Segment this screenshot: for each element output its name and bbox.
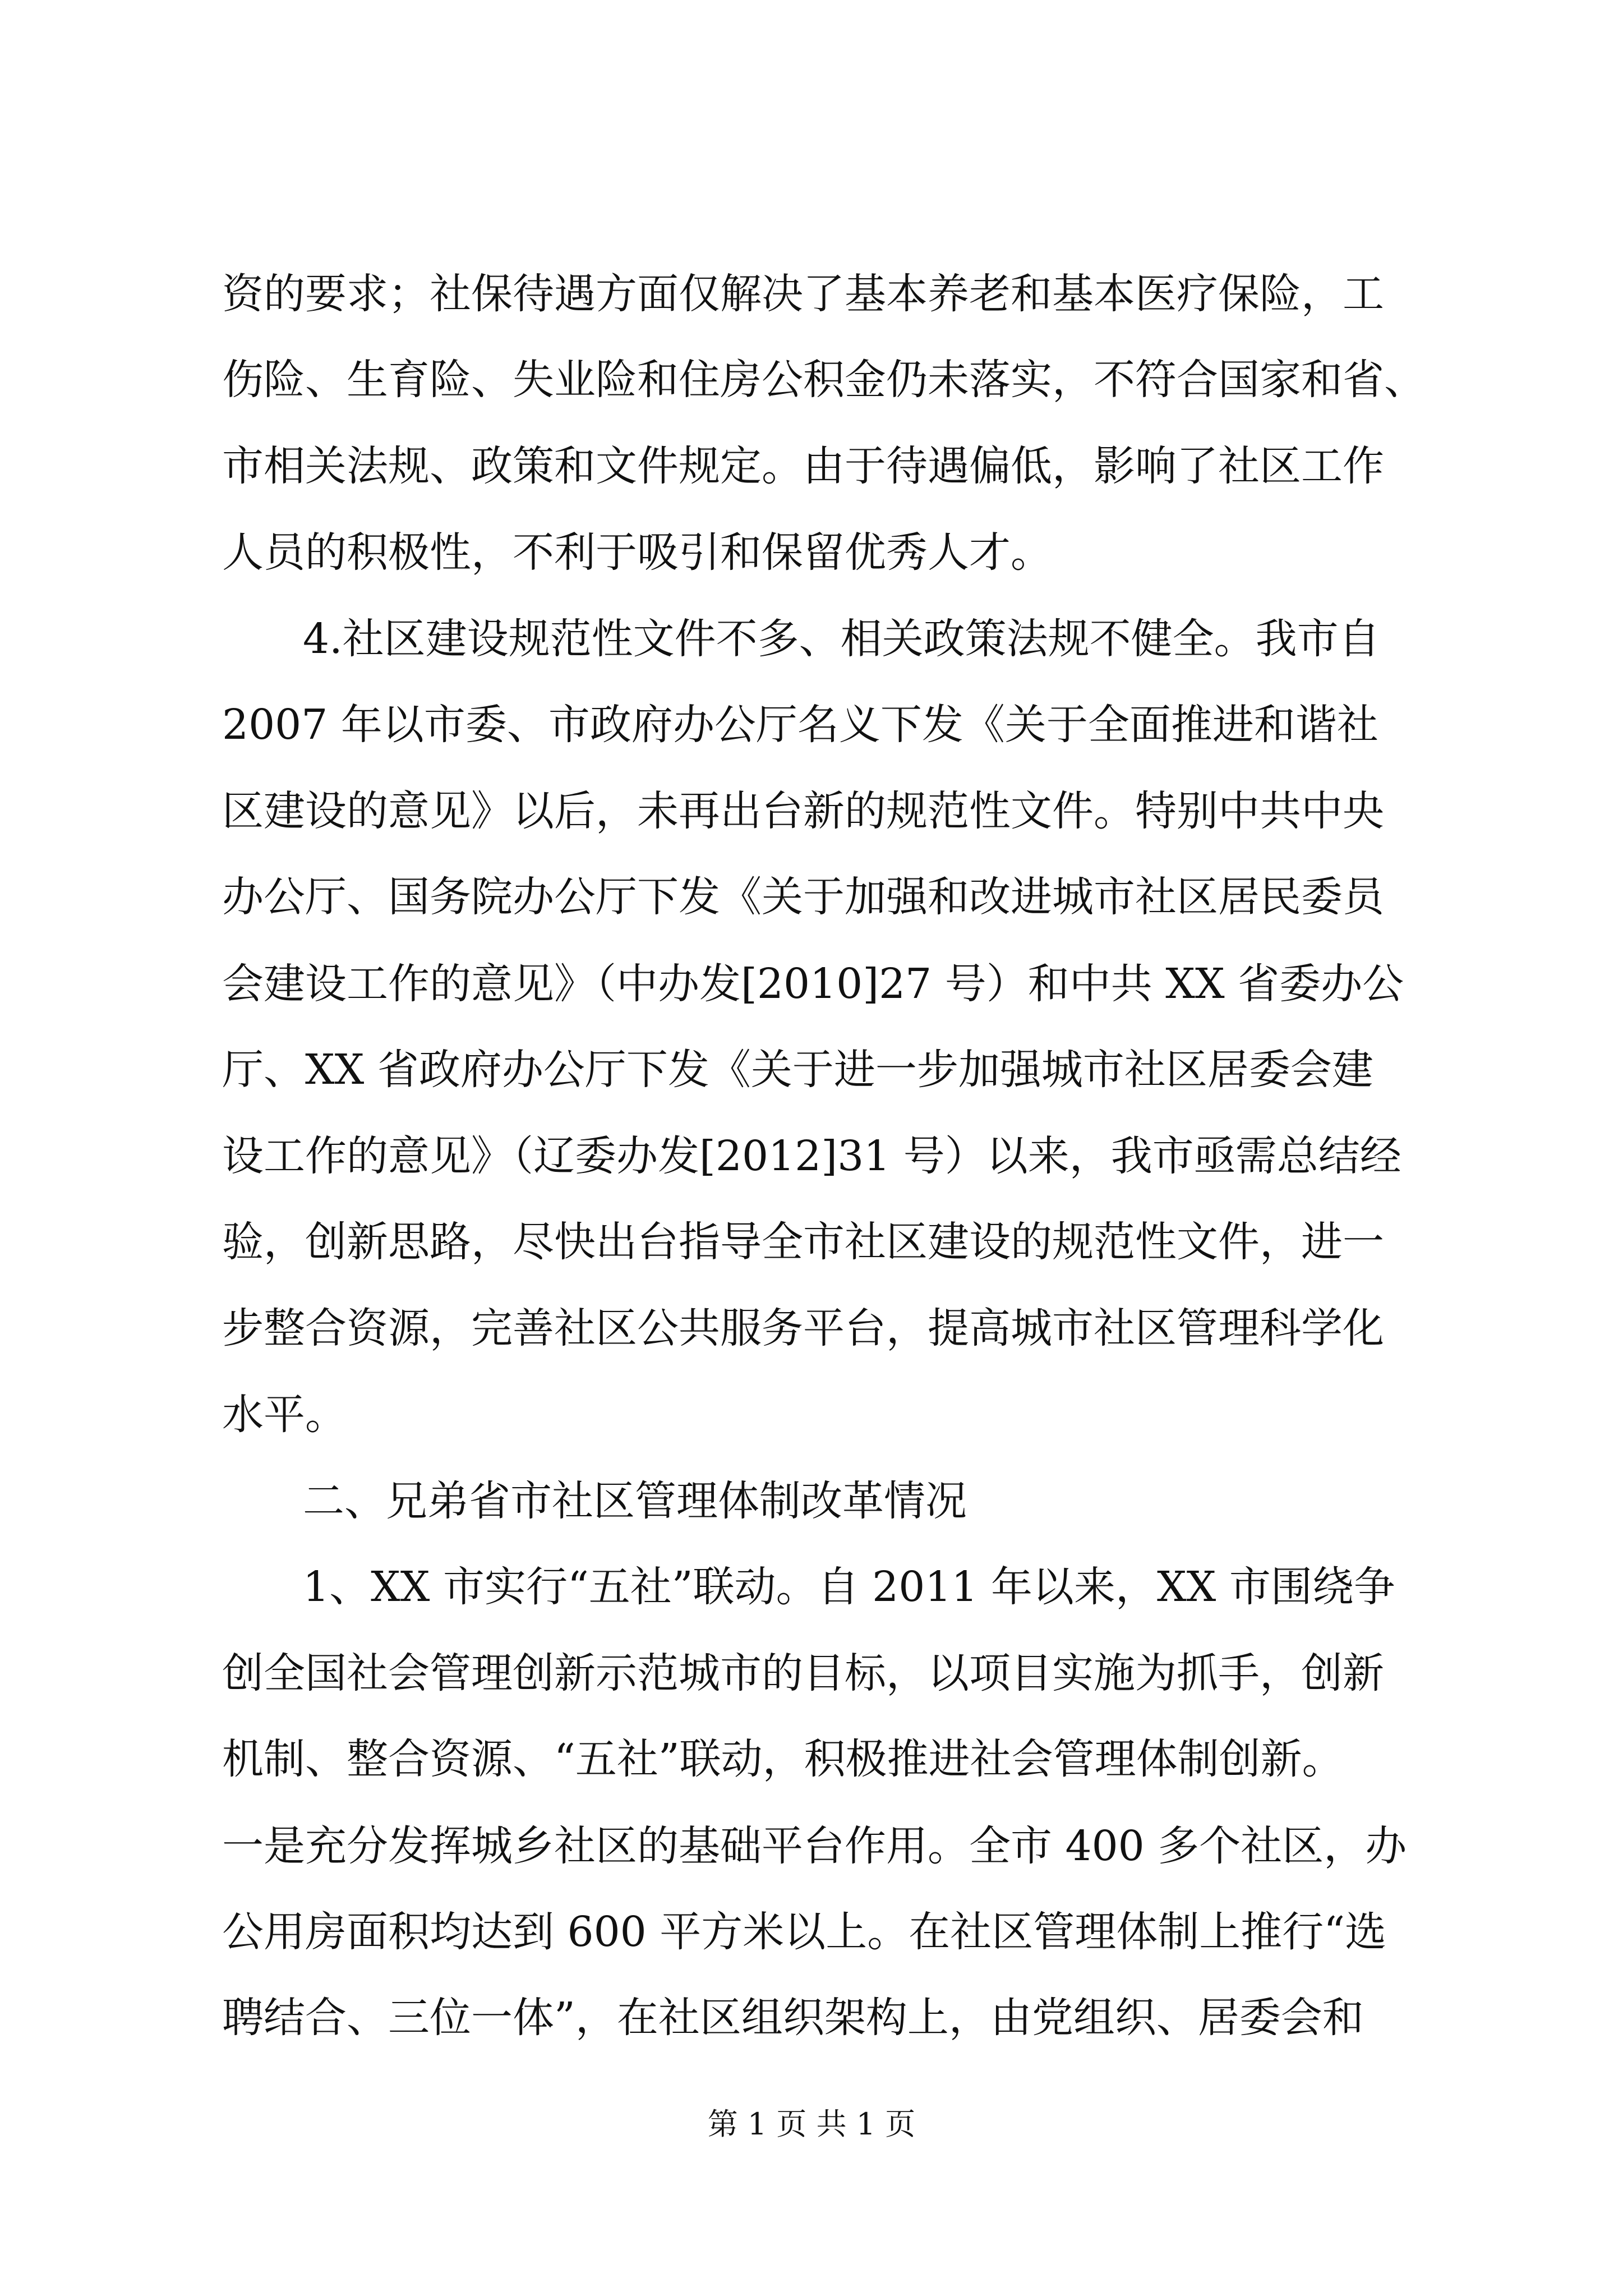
text-line bbox=[0, 960, 1623, 1059]
text-line bbox=[0, 270, 1623, 369]
text-line-content: 伤险、生育险、失业险和住房公积金仍未落实，不符合国家和省、 bbox=[222, 356, 1426, 404]
text-line-content: 一是充分发挥城乡社区的基础平台作用。全市 400 多个社区，办 bbox=[222, 1822, 1407, 1870]
text-line bbox=[0, 528, 1623, 627]
text-line-content: 会建设工作的意见》（中办发[2010]27 号）和中共 XX 省委办公 bbox=[222, 960, 1404, 1008]
text-line-content: 验，创新思路，尽快出台指导全市社区建设的规范性文件，进一 bbox=[222, 1218, 1384, 1266]
text-line bbox=[0, 442, 1623, 541]
text-line bbox=[0, 1304, 1623, 1403]
text-line-content: 资的要求；社保待遇方面仅解决了基本养老和基本医疗保险，工 bbox=[222, 270, 1384, 318]
text-line-content: 机制、整合资源、“五社”联动，积极推进社会管理体制创新。 bbox=[222, 1735, 1344, 1783]
text-line-content: 市相关法规、政策和文件规定。由于待遇偏低，影响了社区工作 bbox=[222, 442, 1384, 490]
text-line-content: 公用房面积均达到 600 平方米以上。在社区管理体制上推行“选 bbox=[222, 1908, 1387, 1956]
text-line bbox=[0, 356, 1623, 454]
text-line-content: 水平。 bbox=[222, 1391, 347, 1439]
text-line-content: 厅、XX 省政府办公厅下发《关于进一步加强城市社区居委会建 bbox=[222, 1046, 1373, 1094]
text-line bbox=[0, 1994, 1623, 2092]
page-footer: 第 1 页 共 1 页 bbox=[707, 2106, 916, 2142]
text-line-content: 人员的积极性，不利于吸引和保留优秀人才。 bbox=[222, 528, 1052, 577]
section-heading bbox=[0, 1477, 1623, 1576]
text-line bbox=[0, 1735, 1623, 1834]
section-heading-text: 二、兄弟省市社区管理体制改革情况 bbox=[303, 1477, 967, 1525]
text-line-content: 1、XX 市实行“五社”联动。自 2011 年以来，XX 市围绕争 bbox=[303, 1563, 1395, 1611]
text-line bbox=[0, 1218, 1623, 1317]
text-line bbox=[0, 701, 1623, 799]
text-line-content: 2007 年以市委、市政府办公厅名义下发《关于全面推进和谐社 bbox=[222, 701, 1378, 749]
text-line-content: 设工作的意见》（辽委办发[2012]31 号）以来，我市亟需总结经 bbox=[222, 1132, 1401, 1180]
text-line bbox=[0, 1563, 1623, 1662]
text-line-content: 步整合资源，完善社区公共服务平台，提高城市社区管理科学化 bbox=[222, 1304, 1384, 1352]
text-line bbox=[0, 615, 1623, 714]
text-line bbox=[0, 1822, 1623, 1921]
text-line bbox=[0, 873, 1623, 972]
text-line-content: 4.社区建设规范性文件不多、相关政策法规不健全。我市自 bbox=[303, 615, 1380, 663]
text-line-content: 区建设的意见》以后，未再出台新的规范性文件。特别中共中央 bbox=[222, 787, 1384, 835]
text-line bbox=[0, 1649, 1623, 1748]
text-line bbox=[0, 1391, 1623, 1489]
text-line-content: 创全国社会管理创新示范城市的目标，以项目实施为抓手，创新 bbox=[222, 1649, 1384, 1697]
text-line bbox=[0, 1908, 1623, 2007]
text-line bbox=[0, 787, 1623, 886]
text-line bbox=[0, 1046, 1623, 1144]
text-line bbox=[0, 1132, 1623, 1231]
text-line-content: 聘结合、三位一体”，在社区组织架构上，由党组织、居委会和 bbox=[222, 1994, 1364, 2042]
text-line-content: 办公厅、国务院办公厅下发《关于加强和改进城市社区居民委员 bbox=[222, 873, 1384, 921]
